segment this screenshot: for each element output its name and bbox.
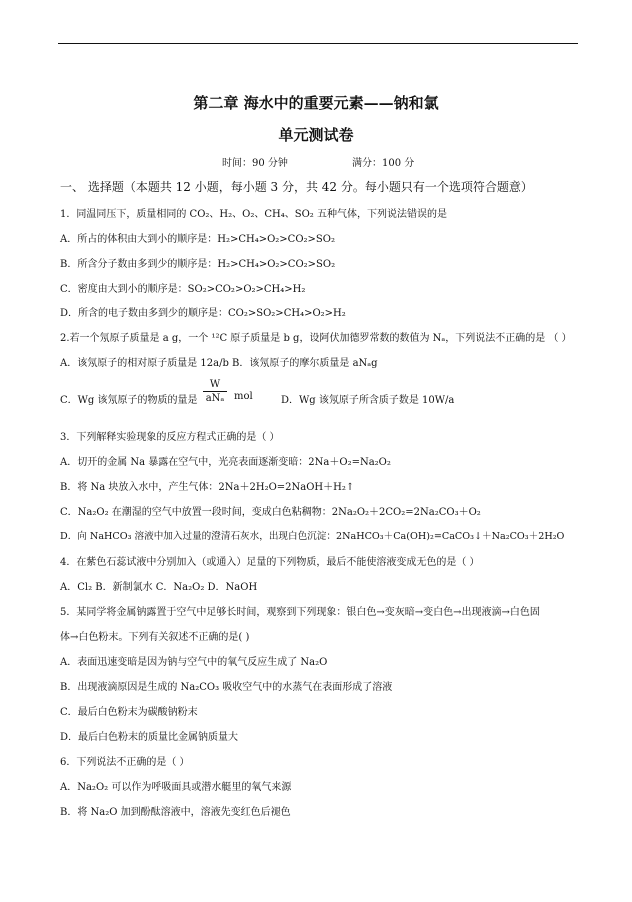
question-5-option-d: D．最后白色粉末的质量比金属钠质量大 bbox=[60, 732, 239, 743]
test-subtitle: 单元测试卷 bbox=[278, 126, 354, 144]
full-score: 满分：100 分 bbox=[352, 158, 415, 169]
question-4-options: A．Cl₂ B．新制氯水 C．Na₂O₂ D．NaOH bbox=[60, 582, 258, 593]
question-6-option-b: B．将 Na₂O 加到酚酞溶液中，溶液先变红色后褪色 bbox=[60, 807, 291, 818]
question-1: 1．同温同压下，质量相同的 CO₂、H₂、O₂、CH₄、SO₂ 五种气体，下列说法错误的是 bbox=[60, 209, 447, 220]
question-1-option-c: C．密度由大到小的顺序是：SO₂>CO₂>O₂>CH₄>H₂ bbox=[60, 284, 306, 295]
fraction-numerator: W bbox=[209, 379, 221, 390]
question-2-option-d: D．Wg 该氖原子所含质子数是 10W/a bbox=[281, 395, 455, 406]
question-2-option-c: C．Wg 该氖原子的物质的量是 bbox=[60, 395, 198, 406]
question-3-option-b: B．将 Na 块放入水中，产生气体：2Na＋2H₂O=2NaOH＋H₂↑ bbox=[60, 482, 355, 493]
mol-unit: mol bbox=[234, 391, 253, 402]
question-5-option-b: B．出现液滴原因是生成的 Na₂CO₃ 吸收空气中的水蒸气在表面形成了溶液 bbox=[60, 682, 393, 693]
fraction-w-over-ana bbox=[203, 379, 227, 404]
question-4: 4．在紫色石蕊试液中分别加入（或通入）足量的下列物质，最后不能使溶液变成无色的是（ ） bbox=[60, 557, 480, 568]
question-5-option-a: A．表面迅速变暗是因为钠与空气中的氧气反应生成了 Na₂O bbox=[60, 657, 328, 668]
question-3-option-d: D．向 NaHCO₃ 溶液中加入过量的澄清石灰水，出现白色沉淀：2NaHCO₃＋Ca(OH)₂=CaCO₃↓＋Na₂CO₃＋2H₂O bbox=[60, 531, 565, 542]
header-rule bbox=[58, 43, 578, 44]
question-3: 3．下列解释实验现象的反应方程式正确的是（ ） bbox=[60, 432, 280, 443]
fraction-denominator: aNₐ bbox=[205, 393, 225, 404]
question-5-option-c: C．最后白色粉末为碳酸钠粉末 bbox=[60, 707, 198, 718]
section-heading: 一、 选择题（本题共 12 小题，每小题 3 分，共 42 分。每小题只有一个选项符合题意） bbox=[60, 180, 533, 194]
question-1-option-a: A．所占的体积由大到小的顺序是：H₂>CH₄>O₂>CO₂>SO₂ bbox=[60, 234, 335, 245]
chapter-title: 第二章 海水中的重要元素——钠和氯 bbox=[193, 94, 439, 112]
question-1-option-d: D．所含的电子数由多到少的顺序是：CO₂>SO₂>CH₄>O₂>H₂ bbox=[60, 308, 346, 319]
question-1-option-b: B．所含分子数由多到少的顺序是：H₂>CH₄>O₂>CO₂>SO₂ bbox=[60, 259, 336, 270]
question-2-options-ab: A．该氖原子的相对原子质量是 12a/b B．该氖原子的摩尔质量是 aNₐg bbox=[60, 358, 378, 369]
fraction-bar bbox=[203, 391, 227, 392]
time-limit: 时间：90 分钟 bbox=[222, 158, 288, 169]
question-6: 6．下列说法不正确的是（ ） bbox=[60, 757, 190, 768]
question-2: 2.若一个氖原子质量是 a g，一个 ¹²C 原子质量是 b g，设阿伏加德罗常数的数值为 Nₐ，下列说法不正确的是 （ ） bbox=[60, 333, 572, 344]
question-5-line-2: 体→白色粉末。下列有关叙述不正确的是( ) bbox=[60, 632, 250, 643]
question-3-option-a: A．切开的金属 Na 暴露在空气中，光亮表面逐渐变暗：2Na＋O₂=Na₂O₂ bbox=[60, 457, 391, 468]
question-5-line-1: 5．某同学将金属钠露置于空气中足够长时间，观察到下列现象：银白色→变灰暗→变白色→出现液滴→白色固 bbox=[60, 607, 540, 618]
question-6-option-a: A．Na₂O₂ 可以作为呼吸面具或潜水艇里的氧气来源 bbox=[60, 782, 292, 793]
question-3-option-c: C．Na₂O₂ 在潮湿的空气中放置一段时间，变成白色粘稠物：2Na₂O₂＋2CO₂=2Na₂CO₃＋O₂ bbox=[60, 507, 481, 518]
